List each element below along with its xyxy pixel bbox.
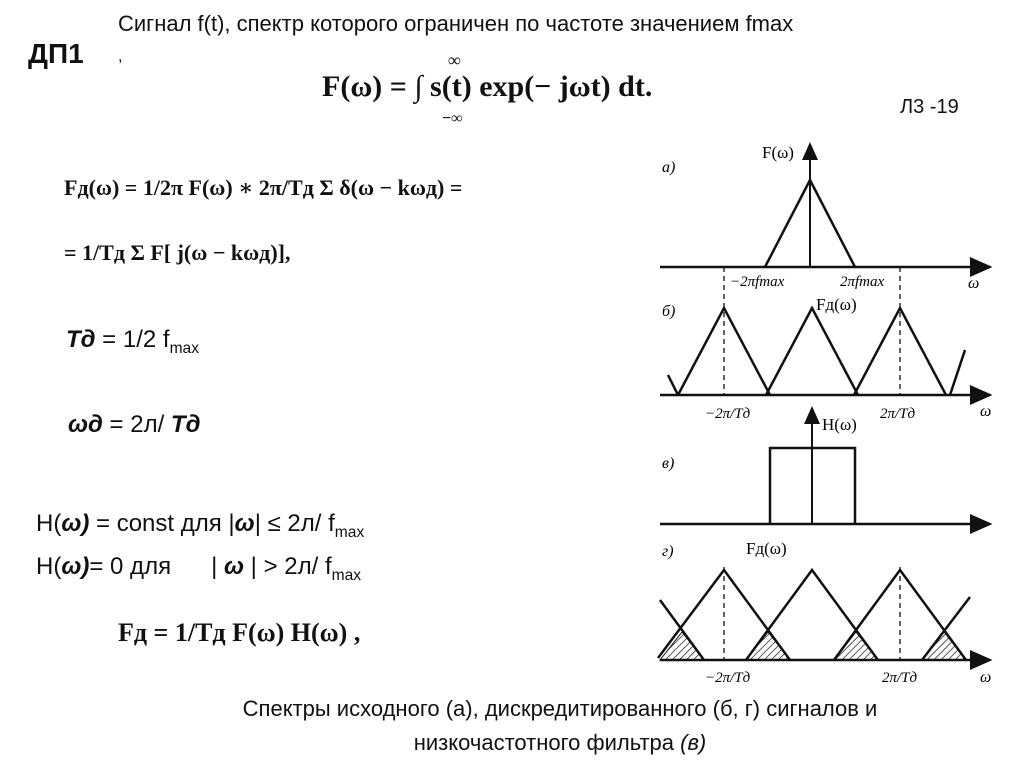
h1-omega: ω) <box>61 510 90 537</box>
spectrum-edge-b-left <box>668 375 678 395</box>
omega-tail: Tд <box>170 411 201 438</box>
h1-rhs: | ≤ 2л/ f <box>254 510 335 537</box>
fourier-lower-limit: −∞ <box>442 110 463 127</box>
h2-rhs: | > 2л/ f <box>244 553 332 580</box>
caption-line-2 <box>130 726 990 760</box>
fourier-formula <box>322 70 652 104</box>
period-sub: max <box>169 339 200 357</box>
period-rhs: = 1/2 f <box>95 326 170 353</box>
tick-a-right: 2πfmax <box>840 274 885 290</box>
tick-b-left: −2π/Tд <box>705 406 751 422</box>
sampling-frequency-equation <box>68 411 200 439</box>
h2-prefix: H( <box>36 553 62 580</box>
h1-omega2: ω <box>234 510 255 537</box>
h1-prefix: H( <box>36 510 62 537</box>
tick-b-right: 2π/Tд <box>880 406 916 422</box>
h1-mid: = const для | <box>89 510 235 537</box>
slide-subtitle: Сигнал f(t), спектр которого ограничен по частоте значением fmax <box>118 11 794 36</box>
spectrum-triangle-b-2 <box>766 308 858 395</box>
sampling-period-equation <box>66 326 199 358</box>
filtered-spectrum-formula: Fд = 1/Tд F(ω) H(ω) , <box>118 618 361 647</box>
ylabel-g: Fд(ω) <box>746 539 787 558</box>
axis-label-b: ω <box>980 403 992 420</box>
h2-mid: = 0 для | <box>89 553 224 580</box>
spectrum-edge-b-right <box>950 350 965 395</box>
overlap-region-4 <box>922 632 966 660</box>
omega-label: ωд <box>68 411 103 438</box>
caption-line-2-main: низкочастотного фильтра <box>413 730 681 755</box>
axis-label-g: ω <box>980 669 992 686</box>
figure-caption <box>130 692 990 760</box>
caption-line-1: Спектры исходного (а), дискредитированного (б, г) сигналов и <box>242 696 878 721</box>
panel-label-a: а) <box>662 159 676 176</box>
ylabel-b: Fд(ω) <box>816 295 857 314</box>
spectrum-diagrams <box>650 130 996 690</box>
panel-label-b: б) <box>662 303 676 320</box>
panel-label-v: в) <box>662 455 675 472</box>
ylabel-v: H(ω) <box>822 415 857 434</box>
panel-label-g: г) <box>662 543 674 560</box>
sampled-spectrum-formula-1: Fд(ω) = 1/2π F(ω) ∗ 2π/Tд Σ δ(ω − kωд) = <box>64 175 463 200</box>
slide-code: ДП1 <box>28 38 84 69</box>
ylabel-a: F(ω) <box>762 143 794 162</box>
tick-g-left: −2π/Tд <box>705 670 751 686</box>
tick-g-right: 2π/Tд <box>882 670 918 686</box>
h1-sub: max <box>334 523 365 541</box>
subtitle-comma: , <box>118 48 123 65</box>
fourier-upper-limit: ∞ <box>448 50 461 70</box>
overlap-region-2 <box>746 632 790 660</box>
h2-omega: ω) <box>61 553 90 580</box>
h2-omega2: ω <box>223 553 245 580</box>
filter-stopband-equation <box>36 553 361 585</box>
axis-label-a: ω <box>968 275 980 292</box>
caption-line-2-italic: (в) <box>680 730 707 755</box>
fourier-formula-text: F(ω) = ∫ s(t) exp(− jωt) dt. <box>322 70 653 103</box>
filter-passband-equation <box>36 510 364 542</box>
h2-sub: max <box>331 566 362 584</box>
lecture-reference: Л3 -19 <box>900 96 959 118</box>
overlap-region-3 <box>834 632 878 660</box>
sampled-spectrum-formula-2: = 1/Tд Σ F[ j(ω − kωд)], <box>64 240 291 265</box>
period-label: Tд <box>66 326 96 353</box>
omega-rhs: = 2л/ <box>102 411 171 438</box>
tick-a-left: −2πfmax <box>730 274 785 290</box>
